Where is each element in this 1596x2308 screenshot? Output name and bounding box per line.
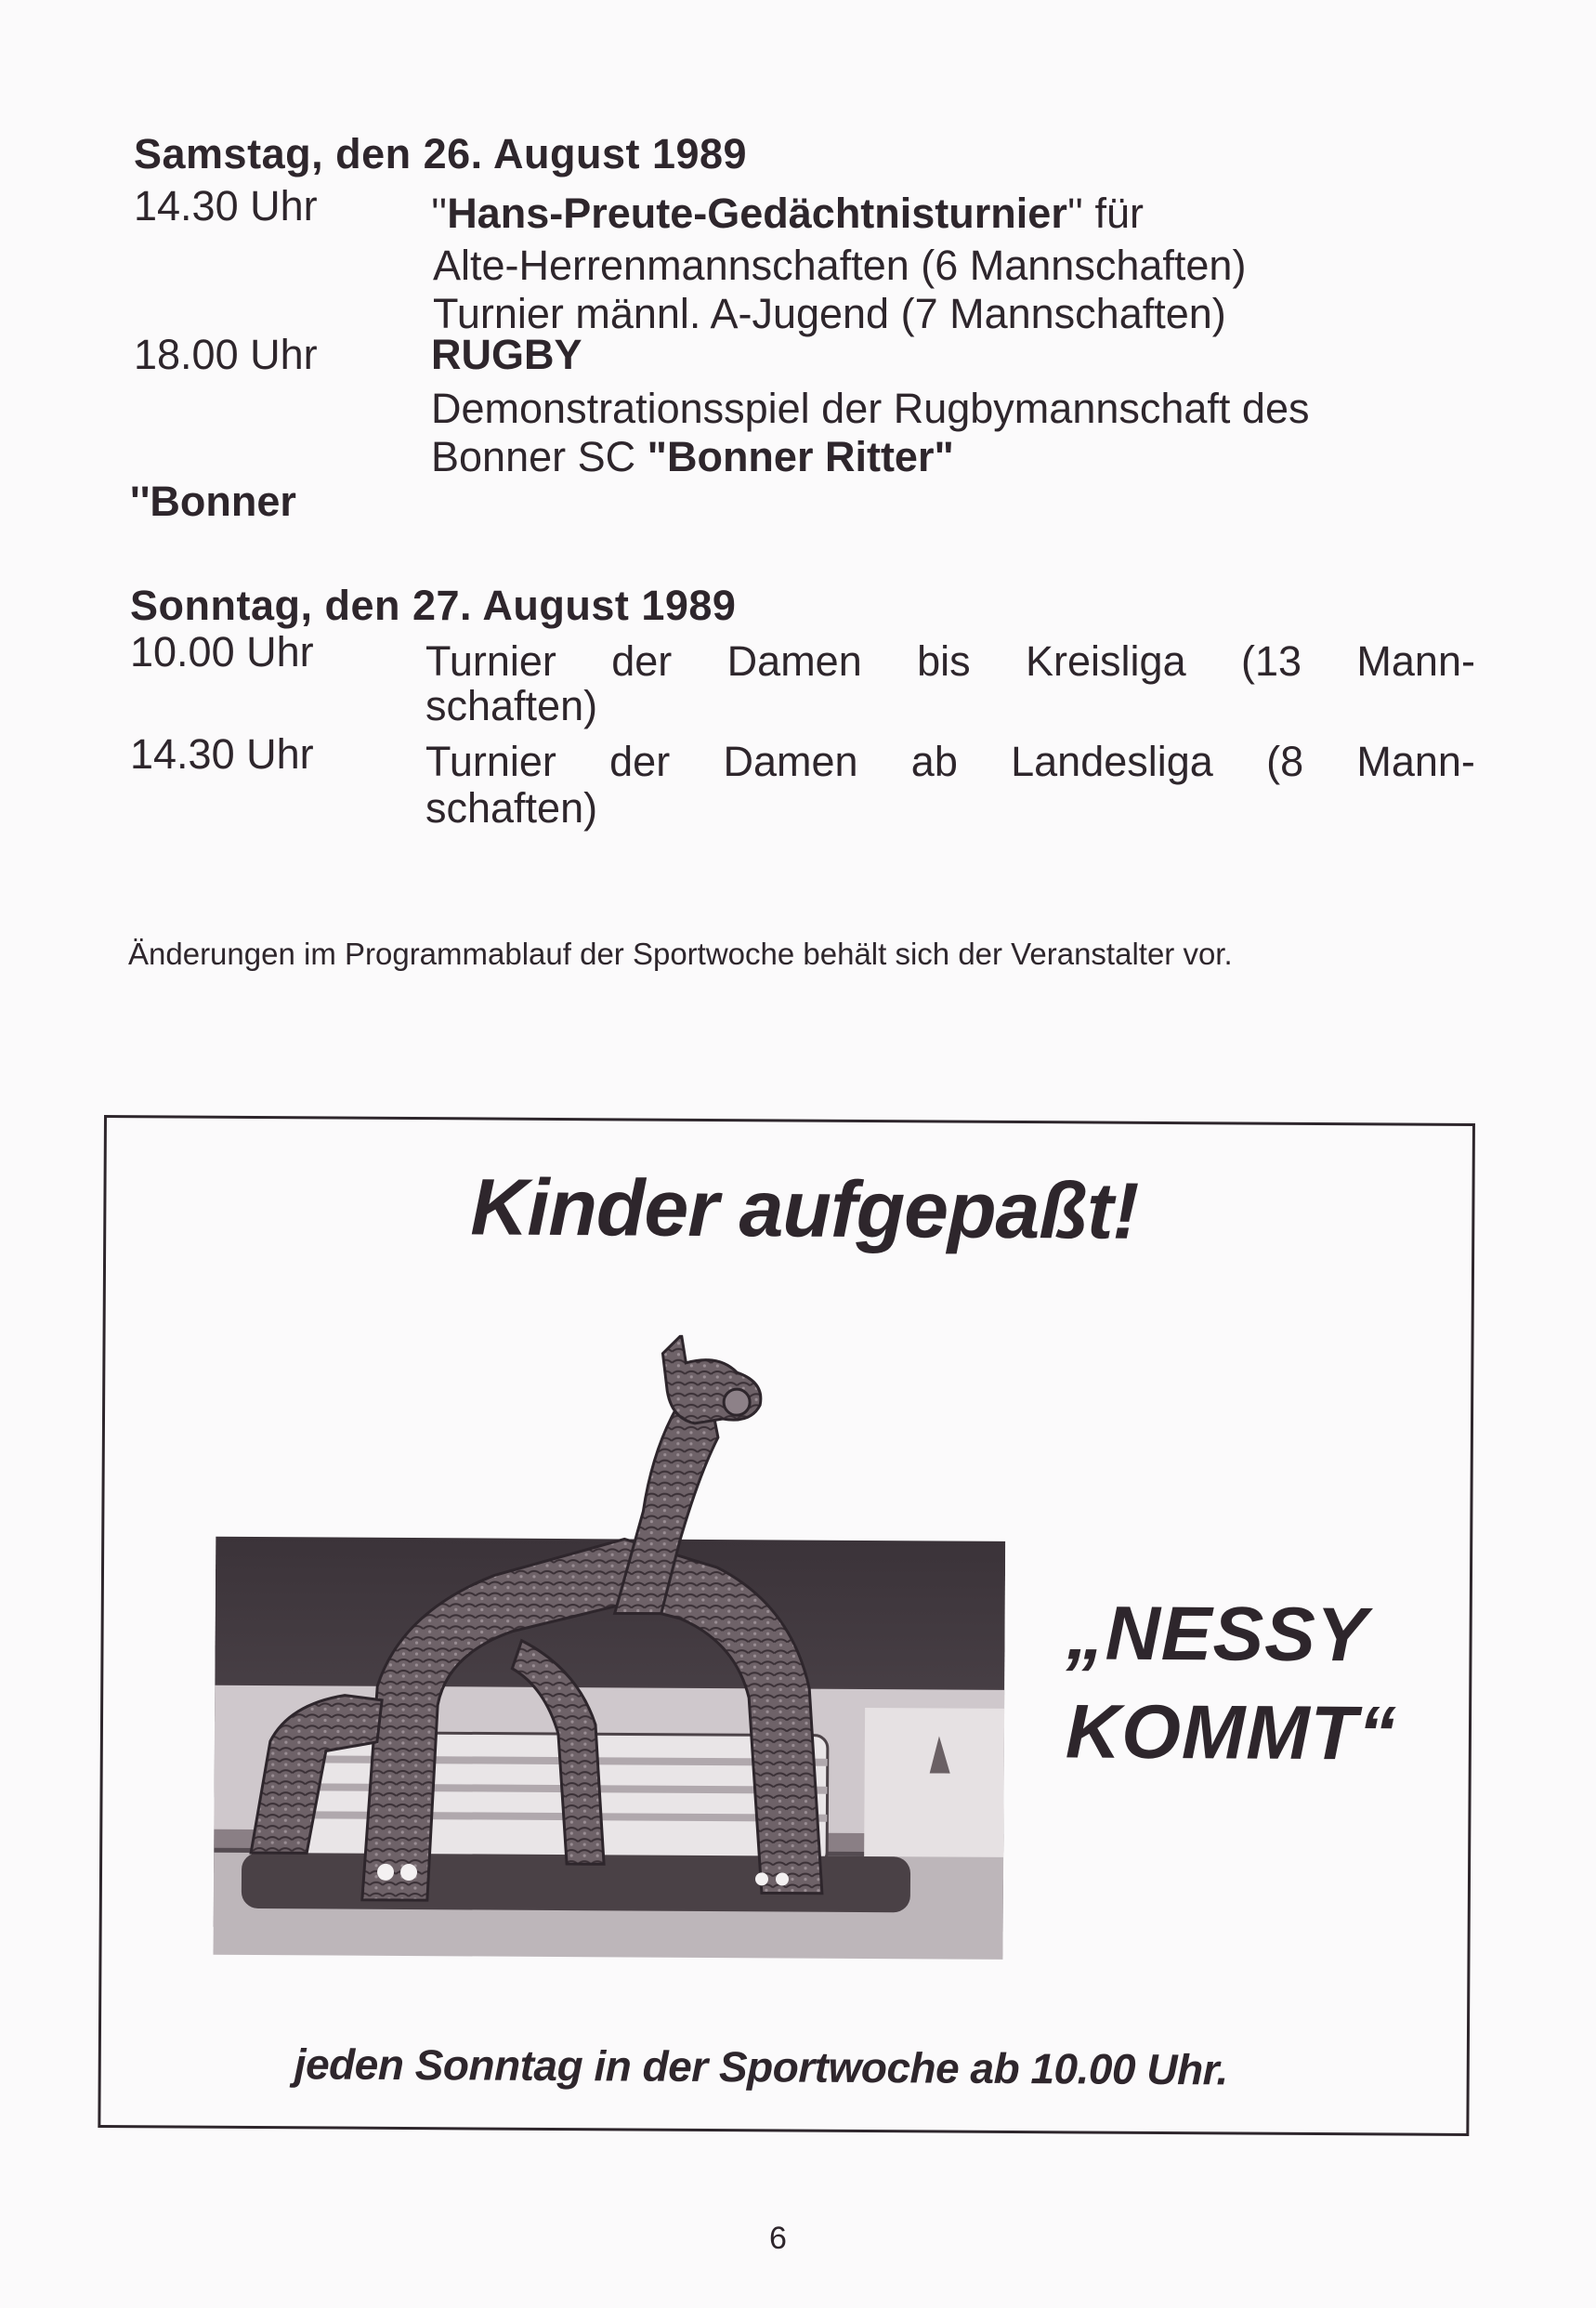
entry-line: Demonstrationsspiel der Rugbymannschaft des xyxy=(431,385,1310,432)
program-note: Änderungen im Programmablauf der Sportwoche behält sich der Veranstalter vor. xyxy=(128,937,1233,971)
word: Kreisliga xyxy=(1026,637,1186,685)
word: der xyxy=(611,637,673,685)
tournament-name: Hans-Preute-Gedächtnisturnier xyxy=(447,190,1067,237)
time-1000: 10.00 Uhr xyxy=(130,628,314,675)
word: (13 xyxy=(1240,637,1302,685)
word: Turnier xyxy=(425,637,556,685)
bouncy-castle-photo xyxy=(213,1332,1006,1969)
saturday-heading: Samstag, den 26. August 1989 xyxy=(134,130,748,177)
word: Turnier xyxy=(425,738,556,785)
word: bis xyxy=(917,637,971,685)
entry-justified-line xyxy=(425,637,1475,686)
word: ab xyxy=(910,738,958,785)
rugby-title: RUGBY xyxy=(431,331,582,378)
ad-footer: jeden Sonntag in der Sportwoche ab 10.00 Uhr. xyxy=(294,2039,1228,2094)
entry-line: schaften) xyxy=(425,784,598,832)
word: (8 xyxy=(1266,738,1304,785)
tournament-suffix: für xyxy=(1083,190,1145,237)
time-1430-saturday: 14.30 Uhr xyxy=(134,182,318,229)
word: der xyxy=(609,738,671,785)
word: Landesliga xyxy=(1011,738,1213,785)
word: Mann- xyxy=(1356,738,1475,785)
entry-line: Turnier männl. A-Jugend (7 Mannschaften) xyxy=(433,290,1226,337)
club-prefix: Bonner SC xyxy=(431,433,648,480)
time-1800: 18.00 Uhr xyxy=(134,331,318,378)
quote-open: '' xyxy=(431,190,448,237)
nessy-line-2: KOMMT“ xyxy=(1065,1689,1397,1777)
page-number: 6 xyxy=(769,2221,787,2256)
entry-line: schaften) xyxy=(425,682,598,729)
club-name: "Bonner Ritter" xyxy=(647,433,954,480)
entry-justified-line xyxy=(425,738,1475,786)
tournament-title-line xyxy=(431,190,1144,238)
word: Damen xyxy=(726,637,862,685)
quote-close: '' xyxy=(1066,190,1084,237)
ad-title: Kinder aufgepaßt! xyxy=(470,1162,1139,1256)
nessy-line-1: „NESSY xyxy=(1066,1591,1368,1678)
nessy-ad-box xyxy=(98,1115,1475,2136)
word: Damen xyxy=(723,738,858,785)
entry-line xyxy=(431,433,954,481)
stray-line: ''Bonner xyxy=(130,478,296,525)
entry-line: Alte-Herrenmannschaften (6 Mannschaften) xyxy=(433,242,1247,289)
sunday-heading: Sonntag, den 27. August 1989 xyxy=(130,582,737,629)
time-1430-sunday: 14.30 Uhr xyxy=(130,730,314,778)
word: Mann- xyxy=(1356,637,1475,685)
